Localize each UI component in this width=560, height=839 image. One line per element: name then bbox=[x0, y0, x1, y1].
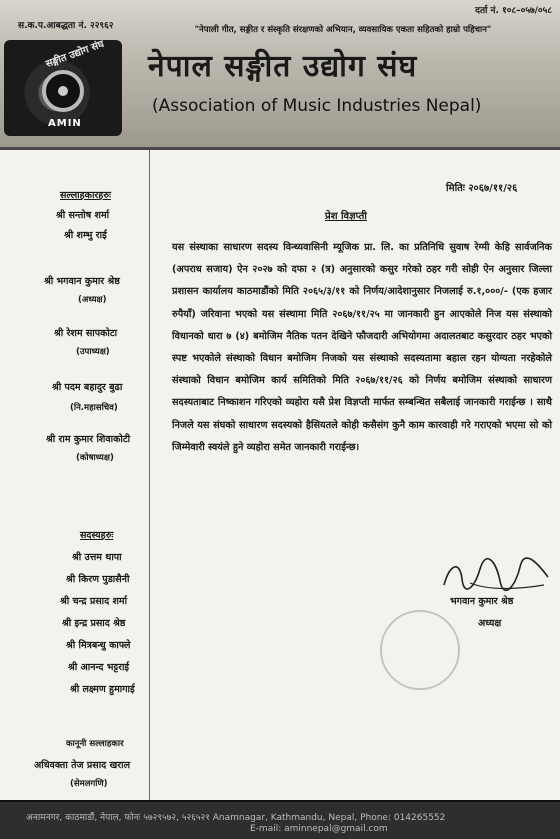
legal-advisor-role: (सेमलगणि) bbox=[70, 779, 108, 789]
officer-role: (कोषाध्यक्ष) bbox=[76, 453, 114, 463]
advisor-name: श्री सन्तोष शर्मा bbox=[56, 210, 110, 221]
org-name-english: (Association of Music Industries Nepal) bbox=[152, 96, 482, 116]
registration-number: स.क.प.आबद्धता नं. २२९६२ bbox=[18, 21, 114, 31]
member-name: श्री चन्द्र प्रसाद शर्मा bbox=[60, 596, 128, 607]
org-name-nepali: नेपाल सङ्गीत उद्योग संघ bbox=[148, 49, 418, 84]
footer-email: E-mail: aminnepal@gmail.com bbox=[250, 824, 388, 834]
letterhead-header bbox=[0, 0, 560, 150]
officer-role: (अध्यक्ष) bbox=[78, 295, 107, 305]
sidebar-committee bbox=[0, 150, 150, 800]
officer-role: (नि.महासचिव) bbox=[70, 403, 118, 413]
officer-name: श्री भगवान कुमार श्रेष्ठ bbox=[44, 276, 120, 287]
advisor-name: श्री शम्भु राई bbox=[64, 230, 107, 241]
legal-advisor-heading: कानूनी सल्लाहकार bbox=[66, 739, 124, 749]
letterhead-footer bbox=[0, 800, 560, 839]
signatory-role: अध्यक्ष bbox=[478, 618, 502, 629]
logo-arc-text: सङ्गीत उद्योग संघ bbox=[44, 38, 106, 71]
officer-name: श्री राम कुमार शिवाकोटी bbox=[46, 434, 131, 445]
letter-title: प्रेश विज्ञप्ती bbox=[325, 211, 367, 222]
officer-name: श्री पदम बहादुर बुढा bbox=[52, 382, 123, 393]
members-heading: सदस्यहरुः bbox=[80, 530, 114, 541]
logo-label: AMIN bbox=[48, 118, 82, 129]
tagline: "नेपाली गीत, सङ्गीत र संस्कृति संरक्षणको अभियान, व्यवसायिक एकता सहितको हाम्रो पहिचान" bbox=[194, 25, 492, 35]
advisors-heading: सल्लाहकारहरुः bbox=[60, 190, 111, 201]
member-name: श्री आनन्द भट्टराई bbox=[68, 662, 130, 673]
organization-stamp bbox=[380, 610, 460, 690]
officer-name: श्री रेशम सापकोटा bbox=[54, 328, 118, 339]
amin-logo bbox=[4, 40, 122, 136]
footer-address: अनामनगर, काठमाडौं, नेपाल, फोनः ५७२९५७२, ५२६५२१ Anamnagar, Kathmandu, Nepal, Phone: 014265552 bbox=[26, 813, 446, 823]
member-name: श्री लक्ष्मण हुमागाई bbox=[70, 684, 135, 695]
letter-body: यस संस्थाका साधारण सदस्य विन्ध्यवासिनी म्यूजिक प्रा. लि. का प्रतिनिधि सुवाष रेग्मी केहि सार्वजनिक (अपराध सजाय) ऐन २०२७ को दफा २ (त्र) अनुसारको कसुर गरेको ठहर गरी सोही ऐन अनुसार जिल्ला प्रशासन कार्यालय काठमाडौंको मिति २०६५/३/११ को निर्णय/आदेशानुसार निजलाई रु.१,०००/- (एक हजार रुपैयाँ) जरिवाना भएको यस संस्थामा मिति २०६७/११/२५ मा जानकारी हुन आएकोले निज यस संस्थाको विधानको धारा ७ (४) बमोजिम नैतिक पतन देखिने फौजदारी अभियोगमा अदालतबाट कसुरदार ठहर भएको स्पष्ट भएकोले संस्थाको विधान बमोजिम निजको यस संस्थाको सदस्यतामा बहाल रहन योग्यता नरहेकोले संस्थाको विधान बमोजिम कार्य समितिको मिति २०६७/११/२६ को निर्णय बमोजिम संस्थाको साधारण सदस्यताबाट निष्काशन गरिएको व्यहोरा यसै प्रेश विज्ञप्ती मार्फत सम्बन्धित सबैलाई जानकारी गराईन्छ । साथै निजले यस संघको साधारण सदस्यको हैसियतले कोही कसैसंग कुनै काम कारवाही गरे गराएको भएमा सो को जिम्मेवारी स्वयंले हुने व्यहोरा समेत जानकारी गराईन्छ। bbox=[172, 242, 552, 453]
signatory-name: भगवान कुमार श्रेष्ठ bbox=[450, 596, 514, 607]
signature-scrawl bbox=[440, 555, 552, 595]
legal-advisor-name: अधिवक्ता तेज प्रसाद खराल bbox=[34, 760, 131, 771]
record-disc-icon bbox=[42, 70, 84, 112]
member-name: श्री उत्तम थापा bbox=[72, 552, 122, 563]
letter-date: मितिः २०६७/११/२६ bbox=[446, 183, 518, 194]
member-name: श्री किरण पुडासैनी bbox=[66, 574, 130, 585]
reference-number: दर्ता नं. १०८–०५७/०५८ bbox=[475, 6, 552, 16]
officer-role: (उपाध्यक्ष) bbox=[76, 347, 110, 357]
member-name: श्री इन्द्र प्रसाद श्रेष्ठ bbox=[62, 618, 126, 629]
member-name: श्री मित्रबन्धु काफ्ले bbox=[66, 640, 131, 651]
